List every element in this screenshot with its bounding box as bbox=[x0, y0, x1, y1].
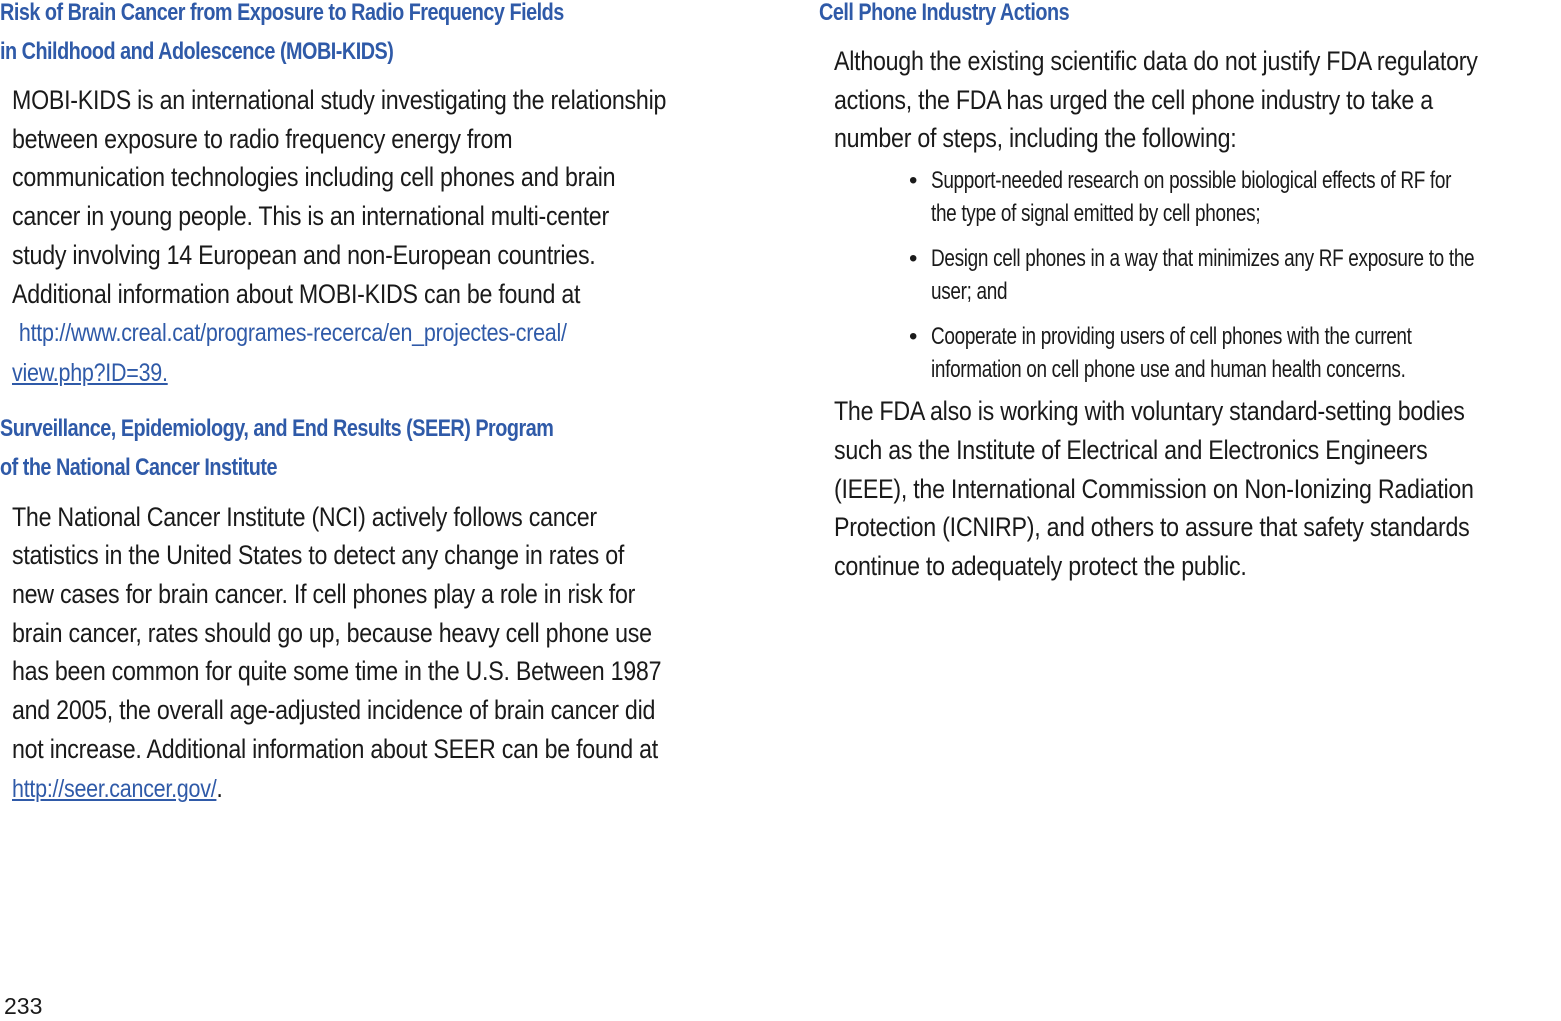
paragraph-line: MOBI-KIDS is an international study investigating the relationship bbox=[12, 85, 667, 115]
paragraph-line: number of steps, including the following: bbox=[834, 123, 1237, 154]
heading-line: in Childhood and Adolescence (MOBI-KIDS) bbox=[0, 38, 394, 65]
paragraph-line: brain cancer, rates should go up, because heavy cell phone use bbox=[12, 617, 652, 648]
bullet-line: Cooperate in providing users of cell phones with the current bbox=[931, 323, 1412, 351]
right-column bbox=[819, 0, 1561, 586]
seer-link[interactable]: http://seer.cancer.gov/ bbox=[12, 774, 217, 803]
paragraph-line: cancer in young people. This is an international multi-center bbox=[12, 201, 609, 232]
paragraph-line: The National Cancer Institute (NCI) actively follows cancer bbox=[12, 501, 597, 532]
paragraph-line: The FDA also is working with voluntary standard-setting bodies bbox=[834, 396, 1465, 427]
bullet-line: the type of signal emitted by cell phones; bbox=[931, 200, 1261, 228]
bullet-line: user; and bbox=[931, 278, 1008, 306]
industry-intro-paragraph bbox=[834, 42, 1561, 158]
paragraph-line: (IEEE), the International Commission on Non-Ionizing Radiation bbox=[834, 473, 1474, 504]
paragraph-line: such as the Institute of Electrical and Electronics Engineers bbox=[834, 434, 1428, 465]
list-item bbox=[819, 320, 1561, 392]
bullet-icon: • bbox=[909, 167, 918, 195]
bullet-line: information on cell phone use and human health concerns. bbox=[931, 356, 1406, 384]
seer-paragraph bbox=[12, 498, 745, 809]
paragraph-line: continue to adequately protect the public. bbox=[834, 550, 1247, 581]
list-item bbox=[819, 164, 1561, 242]
mobi-kids-section bbox=[0, 0, 745, 393]
mobi-kids-link[interactable]: http://www.creal.cat/programes-recerca/en_projectes-creal/ bbox=[18, 319, 567, 348]
seer-section bbox=[0, 409, 745, 809]
paragraph-line: new cases for brain cancer. If cell phones play a role in risk for bbox=[12, 579, 636, 610]
paragraph-line: Additional information about MOBI-KIDS can be found at bbox=[12, 278, 581, 309]
left-column bbox=[0, 0, 745, 808]
industry-actions-heading bbox=[819, 0, 1531, 32]
bullet-line: Design cell phones in a way that minimizes any RF exposure to the bbox=[931, 245, 1475, 273]
list-item bbox=[819, 242, 1561, 320]
paragraph-line: actions, the FDA has urged the cell phone industry to take a bbox=[834, 84, 1433, 115]
heading-line: of the National Cancer Institute bbox=[0, 453, 278, 481]
bullet-text bbox=[931, 242, 1561, 308]
heading-line: Cell Phone Industry Actions bbox=[819, 0, 1070, 26]
mobi-kids-heading bbox=[0, 0, 715, 71]
industry-bullet-list bbox=[819, 164, 1561, 392]
paragraph-line: study involving 14 European and non-European countries. bbox=[12, 239, 596, 270]
mobi-kids-link-line-2[interactable] bbox=[12, 353, 642, 393]
heading-line: Risk of Brain Cancer from Exposure to Radio Frequency Fields bbox=[0, 0, 564, 26]
bullet-icon: • bbox=[909, 323, 918, 351]
paragraph-line: communication technologies including cell phones and brain bbox=[12, 162, 616, 193]
seer-heading bbox=[0, 409, 715, 487]
paragraph-line: statistics in the United States to detect any change in rates of bbox=[12, 540, 625, 571]
bullet-text bbox=[931, 164, 1561, 230]
page-number: 233 bbox=[4, 993, 43, 1019]
seer-link-line bbox=[12, 769, 642, 809]
seer-link-suffix: . bbox=[216, 772, 223, 803]
paragraph-line: between exposure to radio frequency energy from bbox=[12, 123, 513, 154]
mobi-kids-paragraph bbox=[12, 81, 745, 393]
heading-line: Surveillance, Epidemiology, and End Results (SEER) Program bbox=[0, 414, 554, 442]
industry-closing-paragraph bbox=[834, 392, 1561, 586]
bullet-line: Support-needed research on possible biological effects of RF for bbox=[931, 167, 1452, 195]
paragraph-line: not increase. Additional information about SEER can be found at bbox=[12, 733, 658, 764]
mobi-kids-link-continued[interactable]: view.php?ID=39. bbox=[12, 358, 168, 387]
paragraph-line: Although the existing scientific data do not justify FDA regulatory bbox=[834, 46, 1478, 76]
bullet-icon: • bbox=[909, 245, 918, 273]
paragraph-line: Protection (ICNIRP), and others to assure that safety standards bbox=[834, 512, 1470, 543]
mobi-kids-link-line-1[interactable] bbox=[12, 313, 642, 353]
paragraph-line: and 2005, the overall age-adjusted incidence of brain cancer did bbox=[12, 695, 656, 726]
paragraph-line: has been common for quite some time in the U.S. Between 1987 bbox=[12, 656, 662, 687]
bullet-text bbox=[931, 320, 1539, 386]
